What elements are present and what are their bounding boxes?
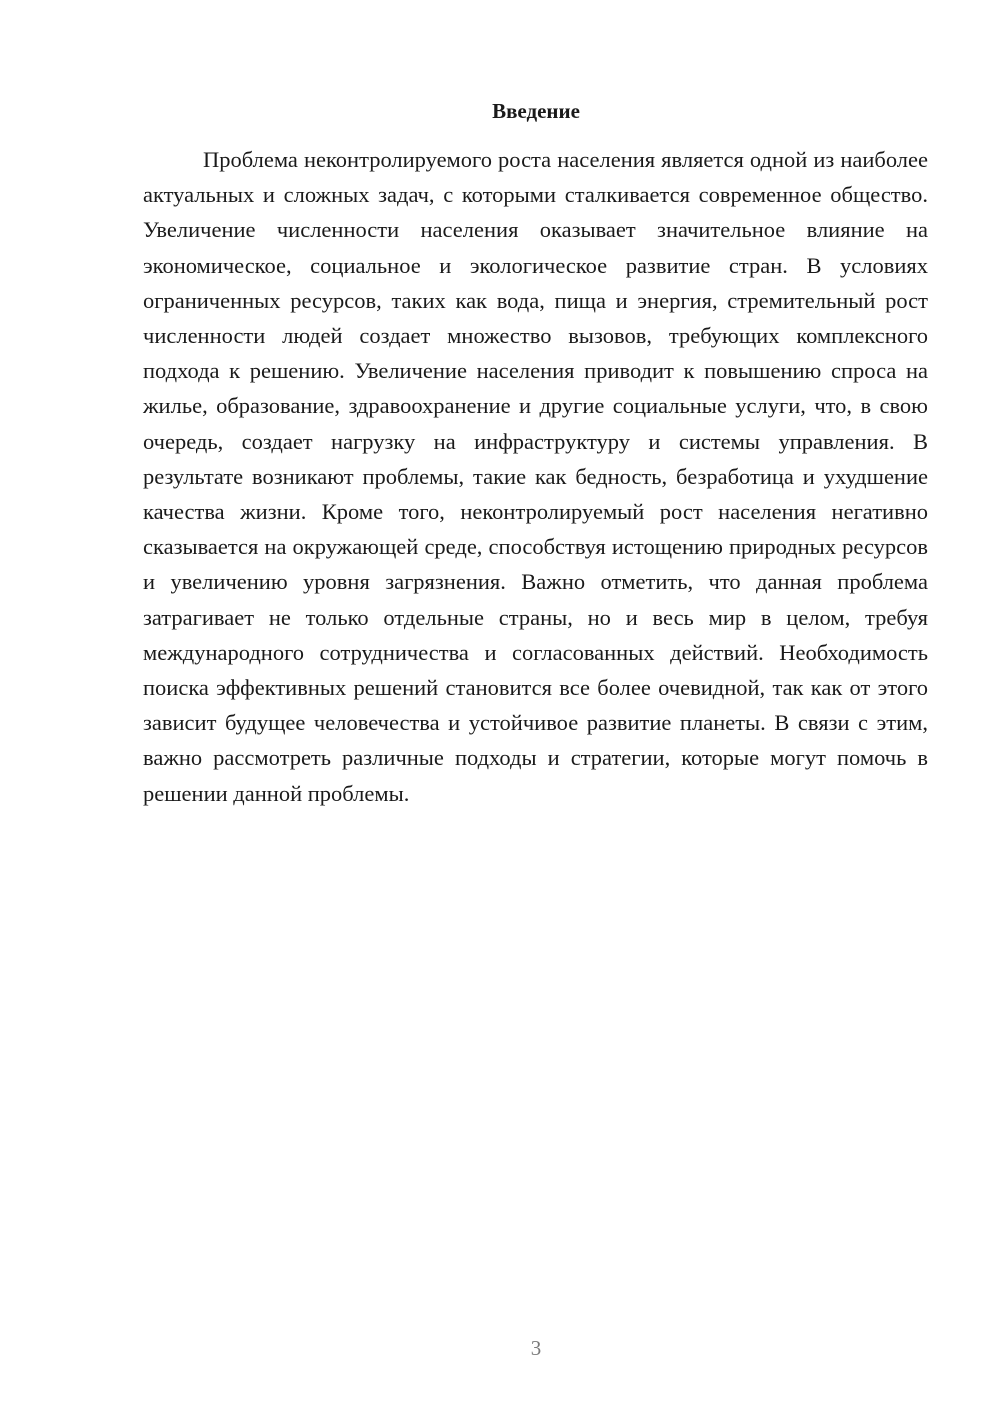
page-number: 3 bbox=[530, 1336, 542, 1360]
body-paragraph: Проблема неконтролируемого роста населения является одной из наиболее актуальных и сложных задач, с которыми сталкивается современное общество. Увеличение численности населения оказывает значительное влияние на экономическое, социальное и экологическое развитие стран. В условиях ограниченных ресурсов, таких как вода, пища и энергия, стремительный рост численности людей создает множество вызовов, требующих комплексного подхода к решению. Увеличение населения приводит к повышению спроса на жилье, образование, здравоохранение и другие социальные услуги, что, в свою очередь, создает нагрузку на инфраструктуру и системы управления. В результате возникают проблемы, такие как бедность, безработица и ухудшение качества жизни. Кроме того, неконтролируемый рост населения негативно сказывается на окружающей среде, способствуя истощению природных ресурсов и увеличению уровня загрязнения. Важно отметить, что данная проблема затрагивает не только отдельные страны, но и весь мир в целом, требуя международного сотрудничества и согласованных действий. Необходимость поиска эффективных решений становится все более очевидной, так как от этого зависит будущее человечества и устойчивое развитие планеты. В связи с этим, важно рассмотреть различные подходы и стратегии, которые могут помочь в решении данной проблемы. bbox=[143, 147, 928, 806]
section-heading: Введение bbox=[492, 99, 580, 123]
